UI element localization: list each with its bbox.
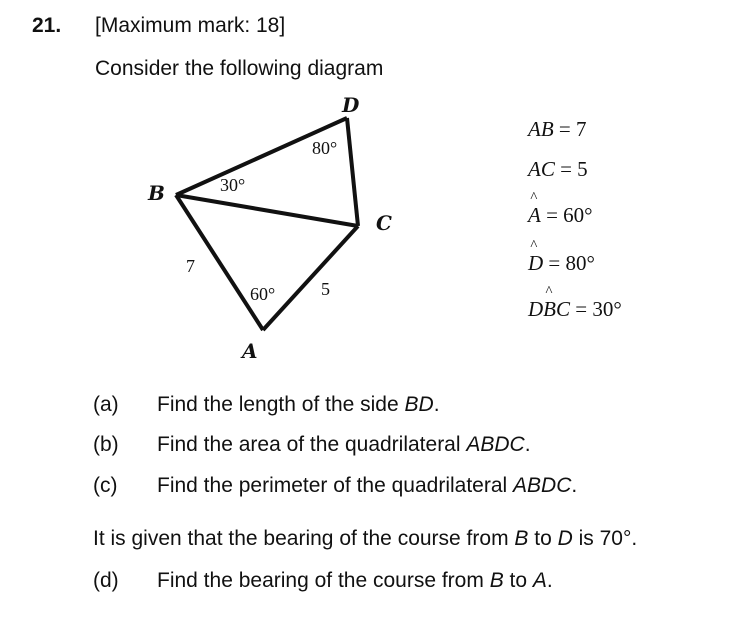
part-a-label: (a) — [93, 393, 119, 416]
given-angle-DBC: D^ BC = 30° — [528, 297, 622, 322]
given-angle-A: ^ A = 60° — [528, 203, 593, 228]
vertex-label-B: B — [148, 181, 165, 205]
part-d-text: Find the bearing of the course from B to A. — [157, 569, 553, 592]
part-a — [93, 393, 440, 417]
part-d-label: (d) — [93, 569, 119, 592]
vertex-label-C: C — [376, 211, 392, 235]
side-label-AB: 7 — [186, 256, 195, 276]
angle-label-A: 60° — [250, 284, 276, 304]
part-a-text: Find the length of the side BD. — [157, 393, 440, 416]
part-c — [93, 474, 577, 498]
question-number: 21. — [32, 14, 62, 37]
side-AC — [263, 226, 358, 330]
angle-label-D: 80° — [312, 138, 338, 158]
part-c-label: (c) — [93, 474, 118, 497]
question-intro: Consider the following diagram — [95, 57, 384, 80]
given-AB: AB = 7 — [528, 117, 587, 141]
vertex-label-A: A — [242, 339, 258, 363]
vertex-label-D: D — [342, 93, 360, 117]
part-d — [93, 569, 553, 593]
angle-label-DBC: 30° — [220, 175, 246, 195]
part-b-label: (b) — [93, 433, 119, 456]
side-DC — [347, 118, 358, 226]
side-label-AC: 5 — [321, 279, 330, 299]
part-b — [93, 433, 531, 457]
given-angle-D: ^ D = 80° — [528, 251, 595, 276]
part-b-text: Find the area of the quadrilateral ABDC. — [157, 433, 531, 456]
bearing-statement: It is given that the bearing of the course from B to D is 70°. — [93, 527, 638, 550]
side-BC — [176, 195, 358, 226]
part-c-text: Find the perimeter of the quadrilateral ABDC. — [157, 474, 578, 497]
quadrilateral-diagram — [120, 90, 420, 370]
given-AC: AC = 5 — [528, 157, 588, 181]
maximum-mark: [Maximum mark: 18] — [95, 14, 286, 37]
